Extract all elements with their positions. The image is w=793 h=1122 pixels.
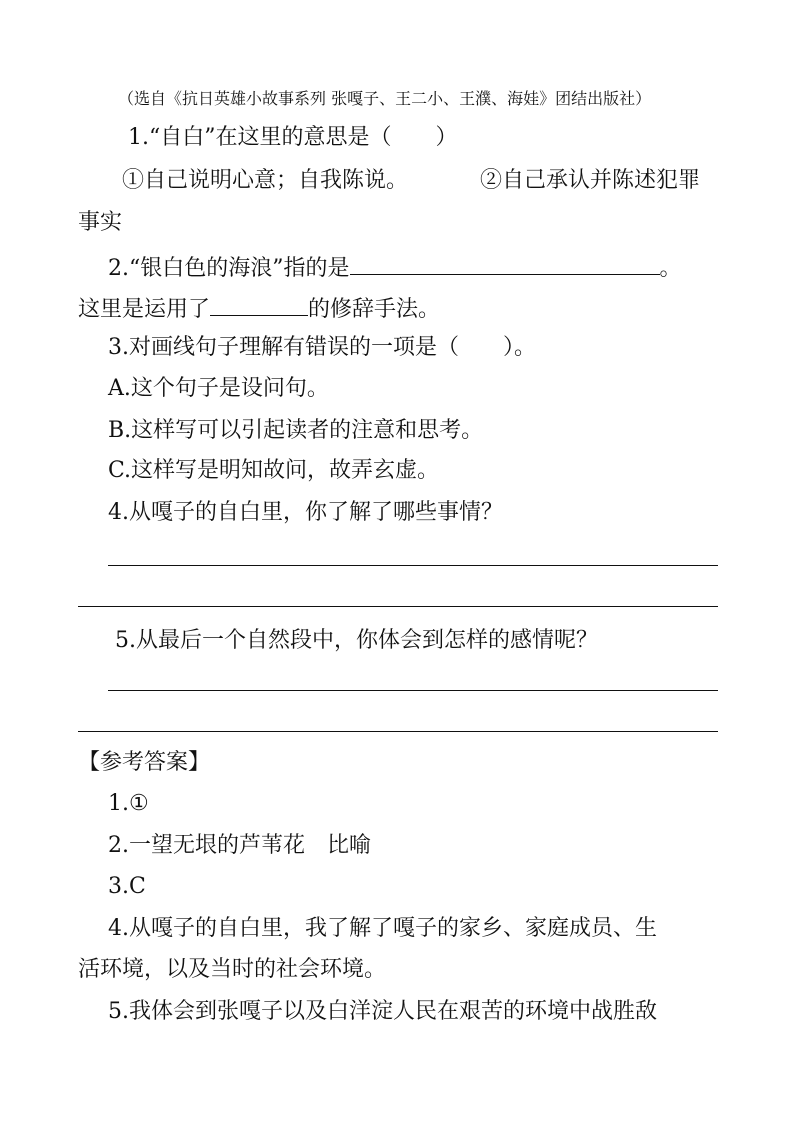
question-5-stem: 5.从最后一个自然段中，你体会到怎样的感情呢？ <box>115 628 598 653</box>
answer-5-line-1: 5.我体会到张嘎子以及白洋淀人民在艰苦的环境中战胜敌 <box>108 999 657 1024</box>
answer-line-q5-1[interactable] <box>108 690 718 691</box>
answer-line-q5-2[interactable] <box>78 731 718 732</box>
answer-4-line-2: 活环境，以及当时的社会环境。 <box>78 957 387 982</box>
question-4-stem: 4.从嘎子的自白里，你了解了哪些事情？ <box>108 500 503 525</box>
question-3-option-a: A.这个句子是设问句。 <box>108 376 329 401</box>
question-2-line-1 <box>108 250 682 284</box>
answer-blank-1[interactable] <box>350 250 660 275</box>
question-2-period: 。 <box>659 256 682 281</box>
question-2-line-2 <box>78 291 440 325</box>
answer-4-line-1: 4.从嘎子的自白里，我了解了嘎子的家乡、家庭成员、生 <box>108 916 657 941</box>
source-citation: （选自《抗日英雄小故事系列 张嘎子、王二小、王濮、海娃》团结出版社） <box>118 89 652 108</box>
question-2-line-2-end: 的修辞手法。 <box>308 297 441 322</box>
question-1-option-1: ①自己说明心意；自我陈说。 <box>122 168 409 193</box>
answer-line-q4-1[interactable] <box>108 565 718 566</box>
answer-1: 1.① <box>108 791 149 816</box>
answer-line-q4-2[interactable] <box>78 606 718 607</box>
question-1-option-2-continued: 事实 <box>78 210 123 235</box>
answers-heading: 【参考答案】 <box>78 750 211 775</box>
question-1-stem: 1.“自白”在这里的意思是（ ） <box>128 125 458 150</box>
question-2-stem: 2.“银白色的海浪”指的是 <box>108 256 350 281</box>
question-1-option-2: ②自己承认并陈述犯罪 <box>480 168 701 193</box>
answer-2: 2.一望无垠的芦苇花 比喻 <box>108 833 371 858</box>
question-2-line-2-start: 这里是运用了 <box>78 297 211 322</box>
question-3-option-c: C.这样写是明知故问，故弄玄虚。 <box>108 458 440 483</box>
answer-blank-2[interactable] <box>210 291 308 316</box>
question-3-option-b: B.这样写可以引起读者的注意和思考。 <box>108 418 484 443</box>
answer-3: 3.C <box>108 874 146 899</box>
question-3-stem: 3.对画线句子理解有错误的一项是（ ）。 <box>108 335 536 360</box>
